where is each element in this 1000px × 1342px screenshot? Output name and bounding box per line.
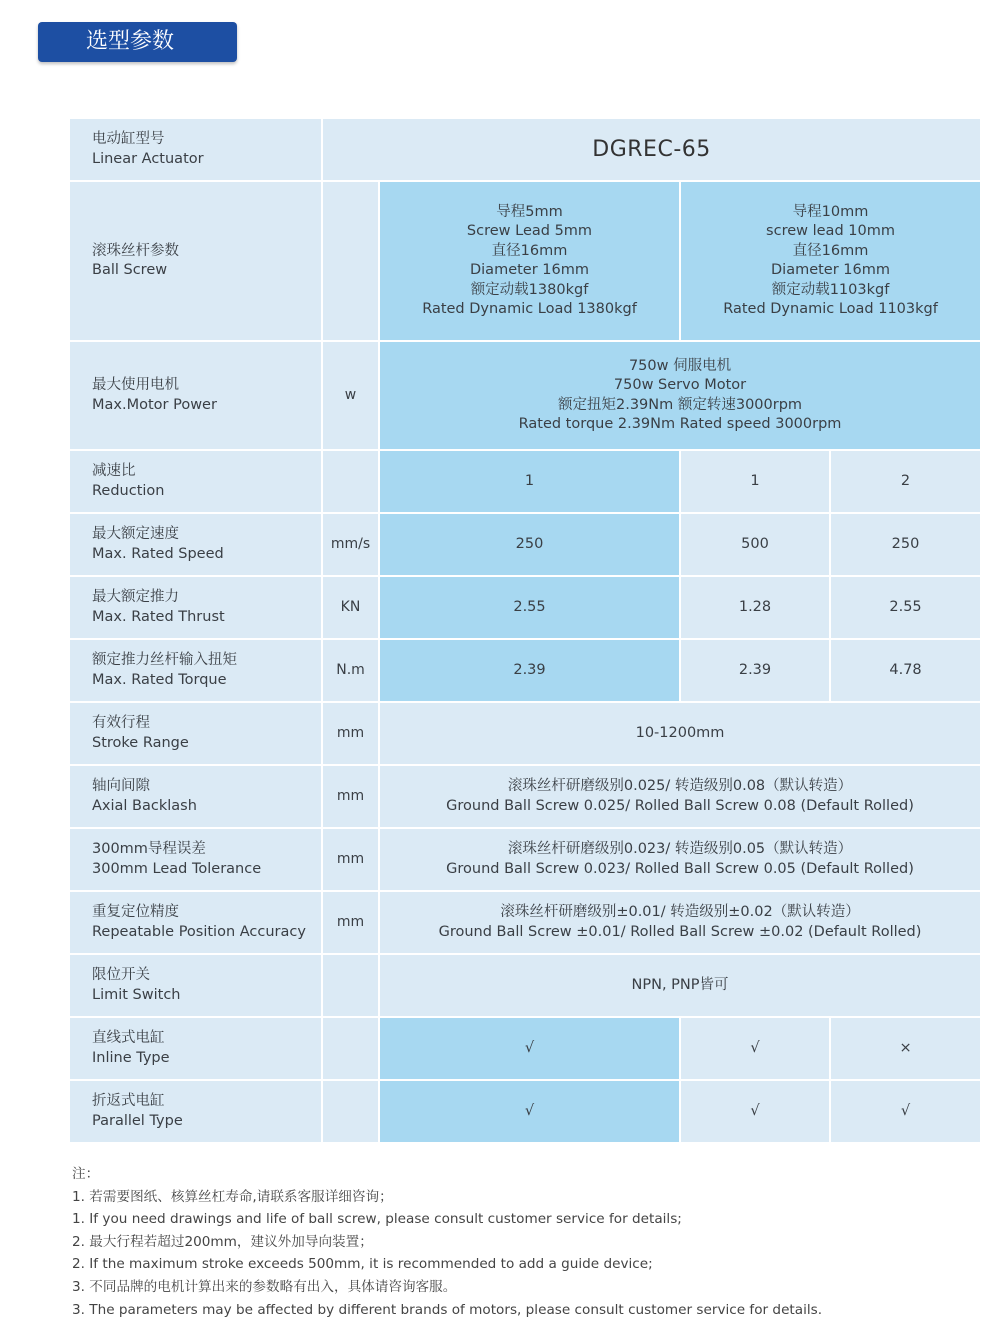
cell-line: Rated Dynamic Load 1380kgf (422, 301, 637, 317)
table-row-ball-screw (69, 181, 981, 341)
value-cell: NPN, PNP皆可 (379, 954, 981, 1017)
row-label (69, 639, 322, 702)
row-label (69, 450, 322, 513)
row-label (69, 1080, 322, 1143)
label-en: Max.Motor Power (92, 396, 217, 413)
value-cell: 2 (830, 450, 981, 513)
cell-line: Ground Ball Screw 0.023/ Rolled Ball Screw 0.05 (Default Rolled) (446, 860, 914, 877)
spec-table (68, 117, 982, 1144)
cell-line: 滚珠丝杆研磨级别0.025/ 转造级别0.08（默认转造） (507, 778, 853, 794)
row-label (69, 1017, 322, 1080)
value-cell: 500 (680, 513, 830, 576)
row-label (69, 765, 322, 828)
label-cn: 最大使用电机 (92, 377, 179, 393)
table-row-parallel-type (69, 1080, 981, 1143)
value-cell (379, 828, 981, 891)
notes-heading: 注： (72, 1166, 100, 1182)
motor-value (379, 341, 981, 450)
table-row-torque (69, 639, 981, 702)
table-row-reduction (69, 450, 981, 513)
label-cn: 最大额定推力 (92, 589, 179, 605)
cell-line: 额定扭矩2.39Nm 额定转速3000rpm (557, 396, 803, 413)
notes-section (72, 1163, 972, 1321)
note-line: 3. 不同品牌的电机计算出来的参数略有出入，具体请咨询客服。 (72, 1278, 457, 1295)
label-cn: 折返式电缸 (92, 1093, 165, 1109)
unit-cell: w (322, 341, 379, 450)
row-label (69, 513, 322, 576)
spec-sheet (68, 117, 980, 1144)
cell-line: 滚珠丝杆研磨级别±0.01/ 转造级别±0.02（默认转造） (500, 904, 860, 920)
row-label (69, 891, 322, 954)
row-label (69, 702, 322, 765)
value-cell: 2.39 (379, 639, 680, 702)
cell-line: 导程10mm (792, 203, 869, 220)
label-en: Linear Actuator (92, 150, 204, 167)
unit-cell: mm (322, 891, 379, 954)
cell-line: Rated torque 2.39Nm Rated speed 3000rpm (518, 416, 842, 432)
table-row-backlash (69, 765, 981, 828)
model-name: DGREC-65 (322, 118, 981, 181)
row-label (69, 576, 322, 639)
cell-line: 滚珠丝杆研磨级别0.023/ 转造级别0.05（默认转造） (507, 841, 853, 857)
unit-cell (322, 450, 379, 513)
row-label (69, 828, 322, 891)
value-cell: 1 (680, 450, 830, 513)
cell-line: Diameter 16mm (771, 262, 891, 278)
note-line: 2. If the maximum stroke exceeds 500mm, it is recommended to add a guide device; (72, 1256, 653, 1273)
table-row-inline-type (69, 1017, 981, 1080)
table-row-limit-switch (69, 954, 981, 1017)
unit-cell: mm (322, 702, 379, 765)
label-cn: 减速比 (92, 463, 136, 479)
label-en: Reduction (92, 482, 165, 499)
check-mark: √ (379, 1017, 680, 1080)
label-cn: 300mm导程误差 (92, 841, 206, 857)
label-cn: 直线式电缸 (92, 1030, 165, 1046)
label-cn: 重复定位精度 (92, 904, 179, 920)
unit-cell (322, 1017, 379, 1080)
unit-cell: mm (322, 828, 379, 891)
check-mark: √ (680, 1017, 830, 1080)
label-en: Ball Screw (92, 262, 168, 278)
table-row-lead-tolerance (69, 828, 981, 891)
value-cell: 250 (830, 513, 981, 576)
unit-cell: KN (322, 576, 379, 639)
label-cn: 最大额定速度 (92, 526, 179, 542)
note-line: 2. 最大行程若超过200mm，建议外加导向装置； (72, 1233, 373, 1250)
table-row-stroke (69, 702, 981, 765)
cell-line: screw lead 10mm (766, 223, 895, 239)
label-en: Max. Rated Thrust (92, 608, 225, 625)
cell-line: 750w 伺服电机 (628, 357, 732, 374)
ball-screw-option-b (680, 181, 981, 341)
value-cell (379, 765, 981, 828)
unit-cell: N.m (322, 639, 379, 702)
row-label (69, 341, 322, 450)
ball-screw-option-a (379, 181, 680, 341)
cell-line: Diameter 16mm (469, 262, 589, 278)
unit-cell (322, 954, 379, 1017)
row-label (69, 118, 322, 181)
section-title-tab (38, 22, 237, 62)
unit-cell (322, 1080, 379, 1143)
label-en: Max. Rated Speed (92, 545, 224, 562)
cell-line: Screw Lead 5mm (466, 223, 593, 239)
table-row-model (69, 118, 981, 181)
cell-line: 750w Servo Motor (613, 377, 747, 393)
row-label (69, 954, 322, 1017)
label-cn: 电动缸型号 (92, 131, 165, 147)
value-cell: 1 (379, 450, 680, 513)
label-cn: 额定推力丝杆输入扭矩 (92, 652, 237, 668)
cell-line: Rated Dynamic Load 1103kgf (723, 301, 938, 317)
cell-line: 直径16mm (491, 242, 568, 259)
value-cell: 2.55 (379, 576, 680, 639)
label-cn: 限位开关 (92, 967, 150, 983)
label-en: Inline Type (92, 1049, 170, 1066)
value-cell: 4.78 (830, 639, 981, 702)
unit-cell: mm (322, 765, 379, 828)
value-cell (379, 891, 981, 954)
note-line: 1. If you need drawings and life of ball screw, please consult customer service for details; (72, 1211, 682, 1228)
table-row-thrust (69, 576, 981, 639)
label-en: Axial Backlash (92, 797, 197, 814)
cell-line: 直径16mm (792, 242, 869, 259)
cell-line: Ground Ball Screw 0.025/ Rolled Ball Screw 0.08 (Default Rolled) (446, 797, 914, 814)
note-line: 1. 若需要图纸、核算丝杠寿命,请联系客服详细咨询； (72, 1188, 393, 1205)
value-cell: 2.39 (680, 639, 830, 702)
label-en: Max. Rated Torque (92, 671, 227, 688)
check-mark: √ (680, 1080, 830, 1143)
check-mark: √ (379, 1080, 680, 1143)
check-mark: √ (830, 1080, 981, 1143)
label-en: Parallel Type (92, 1112, 183, 1129)
value-cell: 10-1200mm (379, 702, 981, 765)
label-cn: 滚珠丝杆参数 (92, 242, 179, 259)
unit-cell (322, 181, 379, 341)
table-row-motor (69, 341, 981, 450)
table-row-speed (69, 513, 981, 576)
cell-line: 额定动载1380kgf (470, 281, 589, 298)
row-label (69, 181, 322, 341)
label-en: 300mm Lead Tolerance (92, 860, 262, 877)
value-cell: 2.55 (830, 576, 981, 639)
value-cell: 1.28 (680, 576, 830, 639)
cell-line: Ground Ball Screw ±0.01/ Rolled Ball Screw ±0.02 (Default Rolled) (438, 923, 922, 940)
label-en: Stroke Range (92, 734, 189, 751)
value-cell: 250 (379, 513, 680, 576)
cell-line: 导程5mm (496, 203, 563, 220)
label-en: Repeatable Position Accuracy (92, 923, 306, 940)
note-line: 3. The parameters may be affected by different brands of motors, please consult customer service for details. (72, 1301, 823, 1318)
unit-cell: mm/s (322, 513, 379, 576)
label-cn: 有效行程 (92, 715, 150, 731)
section-title: 选型参数 (86, 29, 175, 54)
cross-mark: × (830, 1017, 981, 1080)
cell-line: 额定动载1103kgf (771, 281, 890, 298)
label-en: Limit Switch (92, 986, 181, 1003)
table-row-repeatability (69, 891, 981, 954)
label-cn: 轴向间隙 (92, 778, 150, 794)
